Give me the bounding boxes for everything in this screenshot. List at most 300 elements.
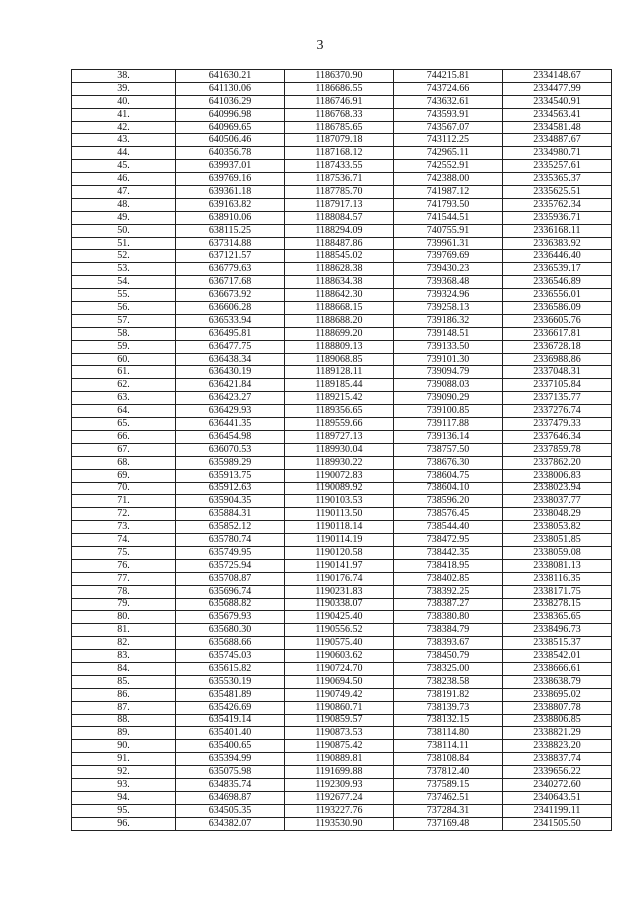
table-row <box>72 791 612 804</box>
point-number-cell: 76. <box>72 559 176 572</box>
point-number-cell: 94. <box>72 791 176 804</box>
table-row <box>72 418 612 431</box>
point-number-cell: 47. <box>72 186 176 199</box>
x2-coordinate-cell: 738604.10 <box>394 482 503 495</box>
point-number-cell: 96. <box>72 817 176 830</box>
x-coordinate-cell: 639937.01 <box>176 160 285 173</box>
x2-coordinate-cell: 738191.82 <box>394 688 503 701</box>
y2-coordinate-cell: 2338496.73 <box>503 624 612 637</box>
table-row <box>72 224 612 237</box>
y2-coordinate-cell: 2334980.71 <box>503 147 612 160</box>
y2-coordinate-cell: 2337105.84 <box>503 379 612 392</box>
y-coordinate-cell: 1193227.76 <box>285 804 394 817</box>
x2-coordinate-cell: 743632.61 <box>394 95 503 108</box>
x-coordinate-cell: 635884.31 <box>176 508 285 521</box>
y2-coordinate-cell: 2338666.61 <box>503 662 612 675</box>
x-coordinate-cell: 636429.93 <box>176 405 285 418</box>
page-number: 3 <box>316 38 324 53</box>
table-row <box>72 173 612 186</box>
point-number-cell: 73. <box>72 521 176 534</box>
x2-coordinate-cell: 739094.79 <box>394 366 503 379</box>
x2-coordinate-cell: 738132.15 <box>394 714 503 727</box>
y-coordinate-cell: 1190860.71 <box>285 701 394 714</box>
point-number-cell: 49. <box>72 211 176 224</box>
y2-coordinate-cell: 2340272.60 <box>503 778 612 791</box>
y-coordinate-cell: 1189559.66 <box>285 418 394 431</box>
coordinates-table-body <box>72 70 612 831</box>
point-number-cell: 52. <box>72 250 176 263</box>
y2-coordinate-cell: 2338023.94 <box>503 482 612 495</box>
point-number-cell: 90. <box>72 740 176 753</box>
y-coordinate-cell: 1190176.74 <box>285 572 394 585</box>
y2-coordinate-cell: 2341199.11 <box>503 804 612 817</box>
y2-coordinate-cell: 2336988.86 <box>503 353 612 366</box>
table-row <box>72 650 612 663</box>
y-coordinate-cell: 1188699.20 <box>285 327 394 340</box>
y-coordinate-cell: 1187079.18 <box>285 134 394 147</box>
x-coordinate-cell: 640356.78 <box>176 147 285 160</box>
table-row <box>72 778 612 791</box>
y-coordinate-cell: 1187168.12 <box>285 147 394 160</box>
y2-coordinate-cell: 2336546.89 <box>503 276 612 289</box>
table-row <box>72 675 612 688</box>
x2-coordinate-cell: 739769.69 <box>394 250 503 263</box>
table-row <box>72 766 612 779</box>
point-number-cell: 75. <box>72 546 176 559</box>
x-coordinate-cell: 636441.35 <box>176 418 285 431</box>
point-number-cell: 40. <box>72 95 176 108</box>
x2-coordinate-cell: 738604.75 <box>394 469 503 482</box>
x2-coordinate-cell: 738472.95 <box>394 534 503 547</box>
table-row <box>72 263 612 276</box>
x2-coordinate-cell: 742965.11 <box>394 147 503 160</box>
y2-coordinate-cell: 2337862.20 <box>503 456 612 469</box>
point-number-cell: 80. <box>72 611 176 624</box>
x2-coordinate-cell: 738442.35 <box>394 546 503 559</box>
point-number-cell: 81. <box>72 624 176 637</box>
table-row <box>72 495 612 508</box>
x2-coordinate-cell: 739368.48 <box>394 276 503 289</box>
x-coordinate-cell: 641630.21 <box>176 70 285 83</box>
y-coordinate-cell: 1188634.38 <box>285 276 394 289</box>
y2-coordinate-cell: 2336446.40 <box>503 250 612 263</box>
x-coordinate-cell: 636606.28 <box>176 302 285 315</box>
x-coordinate-cell: 636421.84 <box>176 379 285 392</box>
y-coordinate-cell: 1190859.57 <box>285 714 394 727</box>
x2-coordinate-cell: 738139.73 <box>394 701 503 714</box>
y-coordinate-cell: 1190889.81 <box>285 753 394 766</box>
point-number-cell: 87. <box>72 701 176 714</box>
y-coordinate-cell: 1187785.70 <box>285 186 394 199</box>
table-row <box>72 95 612 108</box>
table-row <box>72 701 612 714</box>
x2-coordinate-cell: 739088.03 <box>394 379 503 392</box>
table-row <box>72 585 612 598</box>
x2-coordinate-cell: 738108.84 <box>394 753 503 766</box>
y-coordinate-cell: 1192309.93 <box>285 778 394 791</box>
point-number-cell: 51. <box>72 237 176 250</box>
y-coordinate-cell: 1190575.40 <box>285 637 394 650</box>
coordinates-table <box>71 69 612 831</box>
point-number-cell: 45. <box>72 160 176 173</box>
table-row <box>72 740 612 753</box>
y2-coordinate-cell: 2337048.31 <box>503 366 612 379</box>
x2-coordinate-cell: 739117.88 <box>394 418 503 431</box>
y2-coordinate-cell: 2334581.48 <box>503 121 612 134</box>
x2-coordinate-cell: 740755.91 <box>394 224 503 237</box>
table-row <box>72 108 612 121</box>
x-coordinate-cell: 635904.35 <box>176 495 285 508</box>
y-coordinate-cell: 1188668.15 <box>285 302 394 315</box>
y2-coordinate-cell: 2338059.08 <box>503 546 612 559</box>
y-coordinate-cell: 1188809.13 <box>285 340 394 353</box>
table-row <box>72 250 612 263</box>
x2-coordinate-cell: 741987.12 <box>394 186 503 199</box>
x-coordinate-cell: 639163.82 <box>176 198 285 211</box>
point-number-cell: 60. <box>72 353 176 366</box>
x-coordinate-cell: 635426.69 <box>176 701 285 714</box>
point-number-cell: 72. <box>72 508 176 521</box>
y2-coordinate-cell: 2340643.51 <box>503 791 612 804</box>
x-coordinate-cell: 635696.74 <box>176 585 285 598</box>
y2-coordinate-cell: 2335257.61 <box>503 160 612 173</box>
y2-coordinate-cell: 2338542.01 <box>503 650 612 663</box>
point-number-cell: 48. <box>72 198 176 211</box>
x-coordinate-cell: 640996.98 <box>176 108 285 121</box>
table-row <box>72 237 612 250</box>
y-coordinate-cell: 1190089.92 <box>285 482 394 495</box>
x2-coordinate-cell: 738757.50 <box>394 443 503 456</box>
y-coordinate-cell: 1189356.65 <box>285 405 394 418</box>
y2-coordinate-cell: 2338006.83 <box>503 469 612 482</box>
table-row <box>72 186 612 199</box>
y-coordinate-cell: 1189930.04 <box>285 443 394 456</box>
table-row <box>72 534 612 547</box>
x-coordinate-cell: 635745.03 <box>176 650 285 663</box>
table-row <box>72 405 612 418</box>
x2-coordinate-cell: 738402.85 <box>394 572 503 585</box>
table-row <box>72 82 612 95</box>
y2-coordinate-cell: 2338171.75 <box>503 585 612 598</box>
table-row <box>72 121 612 134</box>
point-number-cell: 92. <box>72 766 176 779</box>
table-row <box>72 392 612 405</box>
x2-coordinate-cell: 739961.31 <box>394 237 503 250</box>
table-row <box>72 611 612 624</box>
y-coordinate-cell: 1187917.13 <box>285 198 394 211</box>
x2-coordinate-cell: 738387.27 <box>394 598 503 611</box>
x2-coordinate-cell: 741544.51 <box>394 211 503 224</box>
y-coordinate-cell: 1188688.20 <box>285 314 394 327</box>
x2-coordinate-cell: 742552.91 <box>394 160 503 173</box>
x2-coordinate-cell: 738380.80 <box>394 611 503 624</box>
x2-coordinate-cell: 738450.79 <box>394 650 503 663</box>
x-coordinate-cell: 641036.29 <box>176 95 285 108</box>
y2-coordinate-cell: 2336605.76 <box>503 314 612 327</box>
point-number-cell: 46. <box>72 173 176 186</box>
x-coordinate-cell: 636477.75 <box>176 340 285 353</box>
table-row <box>72 314 612 327</box>
y-coordinate-cell: 1190749.42 <box>285 688 394 701</box>
y-coordinate-cell: 1190113.50 <box>285 508 394 521</box>
y2-coordinate-cell: 2335625.51 <box>503 186 612 199</box>
y2-coordinate-cell: 2336586.09 <box>503 302 612 315</box>
x2-coordinate-cell: 744215.81 <box>394 70 503 83</box>
x2-coordinate-cell: 739430.23 <box>394 263 503 276</box>
point-number-cell: 93. <box>72 778 176 791</box>
x2-coordinate-cell: 742388.00 <box>394 173 503 186</box>
point-number-cell: 79. <box>72 598 176 611</box>
x-coordinate-cell: 635530.19 <box>176 675 285 688</box>
y-coordinate-cell: 1186746.91 <box>285 95 394 108</box>
y-coordinate-cell: 1190556.52 <box>285 624 394 637</box>
y2-coordinate-cell: 2336168.11 <box>503 224 612 237</box>
x2-coordinate-cell: 739324.96 <box>394 289 503 302</box>
table-row <box>72 198 612 211</box>
y-coordinate-cell: 1188294.09 <box>285 224 394 237</box>
x2-coordinate-cell: 739101.30 <box>394 353 503 366</box>
point-number-cell: 85. <box>72 675 176 688</box>
y2-coordinate-cell: 2337479.33 <box>503 418 612 431</box>
x2-coordinate-cell: 739100.85 <box>394 405 503 418</box>
x2-coordinate-cell: 739136.14 <box>394 430 503 443</box>
table-row <box>72 508 612 521</box>
y2-coordinate-cell: 2334887.67 <box>503 134 612 147</box>
x-coordinate-cell: 635912.63 <box>176 482 285 495</box>
y-coordinate-cell: 1190114.19 <box>285 534 394 547</box>
y2-coordinate-cell: 2335936.71 <box>503 211 612 224</box>
table-row <box>72 327 612 340</box>
x-coordinate-cell: 640506.46 <box>176 134 285 147</box>
x-coordinate-cell: 635401.40 <box>176 727 285 740</box>
y-coordinate-cell: 1189215.42 <box>285 392 394 405</box>
x-coordinate-cell: 637121.57 <box>176 250 285 263</box>
point-number-cell: 77. <box>72 572 176 585</box>
y-coordinate-cell: 1190724.70 <box>285 662 394 675</box>
y-coordinate-cell: 1190873.53 <box>285 727 394 740</box>
y2-coordinate-cell: 2338837.74 <box>503 753 612 766</box>
point-number-cell: 55. <box>72 289 176 302</box>
y2-coordinate-cell: 2336539.17 <box>503 263 612 276</box>
y2-coordinate-cell: 2335365.37 <box>503 173 612 186</box>
table-row <box>72 598 612 611</box>
y2-coordinate-cell: 2338037.77 <box>503 495 612 508</box>
x2-coordinate-cell: 738114.11 <box>394 740 503 753</box>
y-coordinate-cell: 1186686.55 <box>285 82 394 95</box>
y-coordinate-cell: 1186370.90 <box>285 70 394 83</box>
x-coordinate-cell: 635780.74 <box>176 534 285 547</box>
x2-coordinate-cell: 738676.30 <box>394 456 503 469</box>
point-number-cell: 89. <box>72 727 176 740</box>
y-coordinate-cell: 1187536.71 <box>285 173 394 186</box>
y-coordinate-cell: 1190103.53 <box>285 495 394 508</box>
y-coordinate-cell: 1190072.83 <box>285 469 394 482</box>
point-number-cell: 83. <box>72 650 176 663</box>
table-row <box>72 469 612 482</box>
x2-coordinate-cell: 739133.50 <box>394 340 503 353</box>
y2-coordinate-cell: 2337859.78 <box>503 443 612 456</box>
table-row <box>72 430 612 443</box>
point-number-cell: 53. <box>72 263 176 276</box>
x-coordinate-cell: 636495.81 <box>176 327 285 340</box>
x-coordinate-cell: 640969.65 <box>176 121 285 134</box>
x2-coordinate-cell: 743112.25 <box>394 134 503 147</box>
y-coordinate-cell: 1189727.13 <box>285 430 394 443</box>
x2-coordinate-cell: 738325.00 <box>394 662 503 675</box>
x-coordinate-cell: 635680.30 <box>176 624 285 637</box>
x-coordinate-cell: 636717.68 <box>176 276 285 289</box>
y-coordinate-cell: 1190603.62 <box>285 650 394 663</box>
x2-coordinate-cell: 737462.51 <box>394 791 503 804</box>
y-coordinate-cell: 1191699.88 <box>285 766 394 779</box>
x-coordinate-cell: 637314.88 <box>176 237 285 250</box>
x2-coordinate-cell: 738544.40 <box>394 521 503 534</box>
y2-coordinate-cell: 2334563.41 <box>503 108 612 121</box>
x-coordinate-cell: 635749.95 <box>176 546 285 559</box>
x-coordinate-cell: 636533.94 <box>176 314 285 327</box>
table-row <box>72 443 612 456</box>
x-coordinate-cell: 636430.19 <box>176 366 285 379</box>
point-number-cell: 50. <box>72 224 176 237</box>
x-coordinate-cell: 636070.53 <box>176 443 285 456</box>
y-coordinate-cell: 1188084.57 <box>285 211 394 224</box>
y-coordinate-cell: 1186768.33 <box>285 108 394 121</box>
point-number-cell: 44. <box>72 147 176 160</box>
table-row <box>72 624 612 637</box>
x-coordinate-cell: 635615.82 <box>176 662 285 675</box>
y-coordinate-cell: 1189930.22 <box>285 456 394 469</box>
table-row <box>72 482 612 495</box>
y-coordinate-cell: 1188642.30 <box>285 289 394 302</box>
x2-coordinate-cell: 743593.91 <box>394 108 503 121</box>
point-number-cell: 59. <box>72 340 176 353</box>
point-number-cell: 56. <box>72 302 176 315</box>
table-row <box>72 456 612 469</box>
y2-coordinate-cell: 2334540.91 <box>503 95 612 108</box>
table-row <box>72 289 612 302</box>
y2-coordinate-cell: 2338365.65 <box>503 611 612 624</box>
y-coordinate-cell: 1188628.38 <box>285 263 394 276</box>
y-coordinate-cell: 1186785.65 <box>285 121 394 134</box>
y2-coordinate-cell: 2338053.82 <box>503 521 612 534</box>
point-number-cell: 62. <box>72 379 176 392</box>
y2-coordinate-cell: 2338116.35 <box>503 572 612 585</box>
point-number-cell: 68. <box>72 456 176 469</box>
x-coordinate-cell: 635725.94 <box>176 559 285 572</box>
x2-coordinate-cell: 737284.31 <box>394 804 503 817</box>
x-coordinate-cell: 634505.35 <box>176 804 285 817</box>
y-coordinate-cell: 1190231.83 <box>285 585 394 598</box>
y2-coordinate-cell: 2338278.15 <box>503 598 612 611</box>
x2-coordinate-cell: 737169.48 <box>394 817 503 830</box>
y-coordinate-cell: 1189128.11 <box>285 366 394 379</box>
y-coordinate-cell: 1187433.55 <box>285 160 394 173</box>
x2-coordinate-cell: 741793.50 <box>394 198 503 211</box>
y-coordinate-cell: 1189068.85 <box>285 353 394 366</box>
y-coordinate-cell: 1190694.50 <box>285 675 394 688</box>
point-number-cell: 63. <box>72 392 176 405</box>
table-row <box>72 727 612 740</box>
y2-coordinate-cell: 2338081.13 <box>503 559 612 572</box>
x-coordinate-cell: 635481.89 <box>176 688 285 701</box>
y-coordinate-cell: 1190875.42 <box>285 740 394 753</box>
y2-coordinate-cell: 2338807.78 <box>503 701 612 714</box>
y2-coordinate-cell: 2339656.22 <box>503 766 612 779</box>
y2-coordinate-cell: 2338823.20 <box>503 740 612 753</box>
table-row <box>72 637 612 650</box>
point-number-cell: 64. <box>72 405 176 418</box>
table-row <box>72 147 612 160</box>
point-number-cell: 82. <box>72 637 176 650</box>
point-number-cell: 74. <box>72 534 176 547</box>
point-number-cell: 91. <box>72 753 176 766</box>
x-coordinate-cell: 636673.92 <box>176 289 285 302</box>
table-row <box>72 340 612 353</box>
x-coordinate-cell: 634835.74 <box>176 778 285 791</box>
x-coordinate-cell: 636779.63 <box>176 263 285 276</box>
point-number-cell: 58. <box>72 327 176 340</box>
y-coordinate-cell: 1188487.86 <box>285 237 394 250</box>
table-row <box>72 366 612 379</box>
x-coordinate-cell: 636454.98 <box>176 430 285 443</box>
x2-coordinate-cell: 738418.95 <box>394 559 503 572</box>
y-coordinate-cell: 1190141.97 <box>285 559 394 572</box>
y2-coordinate-cell: 2338048.29 <box>503 508 612 521</box>
y-coordinate-cell: 1190120.58 <box>285 546 394 559</box>
y2-coordinate-cell: 2336617.81 <box>503 327 612 340</box>
x-coordinate-cell: 634698.87 <box>176 791 285 804</box>
table-row <box>72 714 612 727</box>
y-coordinate-cell: 1188545.02 <box>285 250 394 263</box>
y2-coordinate-cell: 2337135.77 <box>503 392 612 405</box>
x2-coordinate-cell: 738392.25 <box>394 585 503 598</box>
x2-coordinate-cell: 738596.20 <box>394 495 503 508</box>
point-number-cell: 57. <box>72 314 176 327</box>
y2-coordinate-cell: 2337276.74 <box>503 405 612 418</box>
point-number-cell: 43. <box>72 134 176 147</box>
y-coordinate-cell: 1190118.14 <box>285 521 394 534</box>
table-row <box>72 70 612 83</box>
x-coordinate-cell: 641130.06 <box>176 82 285 95</box>
y2-coordinate-cell: 2338695.02 <box>503 688 612 701</box>
x-coordinate-cell: 635394.99 <box>176 753 285 766</box>
y2-coordinate-cell: 2341505.50 <box>503 817 612 830</box>
y2-coordinate-cell: 2336383.92 <box>503 237 612 250</box>
x2-coordinate-cell: 738384.79 <box>394 624 503 637</box>
x2-coordinate-cell: 737812.40 <box>394 766 503 779</box>
x-coordinate-cell: 635679.93 <box>176 611 285 624</box>
x-coordinate-cell: 635708.87 <box>176 572 285 585</box>
x2-coordinate-cell: 738393.67 <box>394 637 503 650</box>
y2-coordinate-cell: 2336556.01 <box>503 289 612 302</box>
x2-coordinate-cell: 743724.66 <box>394 82 503 95</box>
x-coordinate-cell: 639361.18 <box>176 186 285 199</box>
point-number-cell: 86. <box>72 688 176 701</box>
y-coordinate-cell: 1193530.90 <box>285 817 394 830</box>
point-number-cell: 39. <box>72 82 176 95</box>
x2-coordinate-cell: 739148.51 <box>394 327 503 340</box>
x-coordinate-cell: 636423.27 <box>176 392 285 405</box>
table-row <box>72 546 612 559</box>
y-coordinate-cell: 1190425.40 <box>285 611 394 624</box>
x2-coordinate-cell: 737589.15 <box>394 778 503 791</box>
table-row <box>72 211 612 224</box>
table-row <box>72 521 612 534</box>
y2-coordinate-cell: 2338806.85 <box>503 714 612 727</box>
y-coordinate-cell: 1192677.24 <box>285 791 394 804</box>
table-row <box>72 276 612 289</box>
x2-coordinate-cell: 738114.80 <box>394 727 503 740</box>
